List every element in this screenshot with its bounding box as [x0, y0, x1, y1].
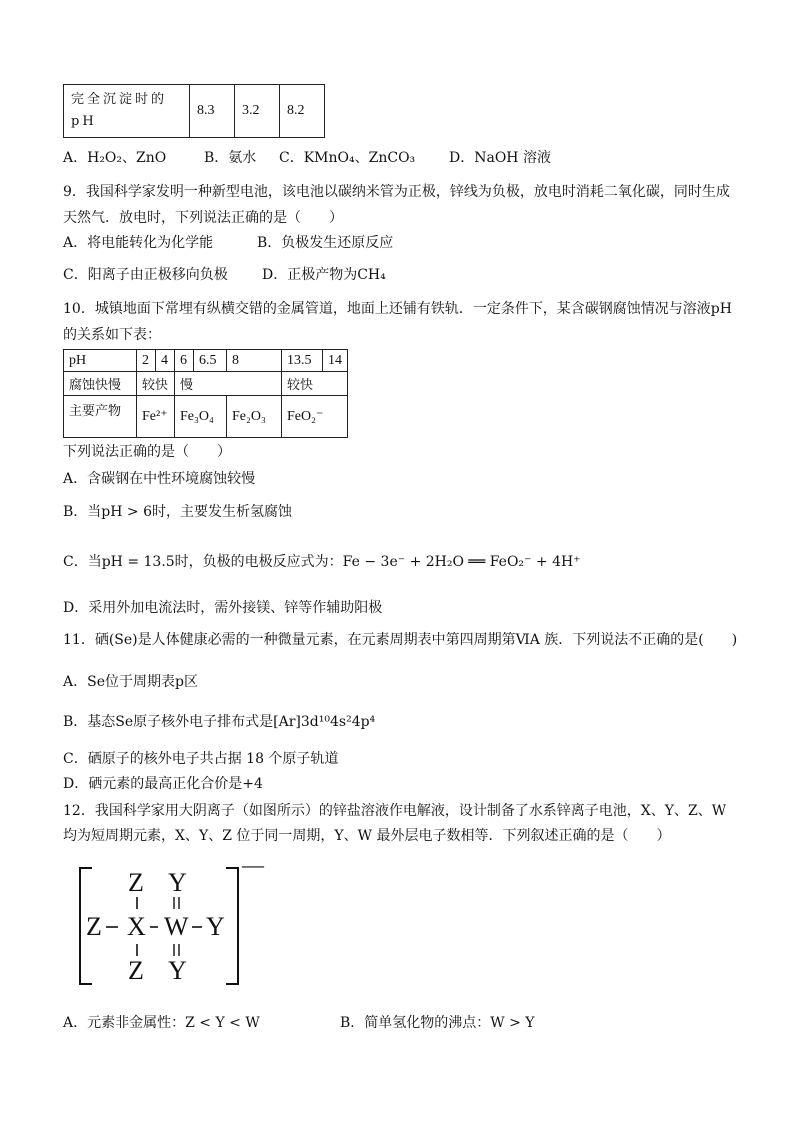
q10-option-b: B．当pH > 6时，主要发生析氢腐蚀	[63, 504, 292, 520]
right-bracket	[226, 868, 238, 984]
q11-stem: 11．硒(Se)是人体健康必需的一种微量元素，在元素周期表中第四周期第ⅥA 族．下列说法不正确的是( )	[63, 632, 738, 648]
table-cell: 4	[156, 350, 175, 372]
q9-option-c: C．阳离子由正极移向负极	[63, 267, 228, 283]
atom-label: Z	[86, 912, 102, 941]
q9-option-b: B．负极发生还原反应	[257, 235, 394, 251]
q12-option-a: A．元素非金属性：Z < Y < W	[63, 1015, 260, 1031]
table-cell: 8.2	[280, 85, 325, 138]
atom-label: Y	[168, 868, 187, 897]
q12-option-b: B．简单氢化物的沸点：W > Y	[340, 1015, 535, 1031]
table-header-cell: pH	[64, 350, 137, 372]
table-cell: 14	[323, 350, 348, 372]
table-cell: 8.3	[190, 85, 235, 138]
ion-charge: —	[242, 852, 264, 877]
q12-stem-line2: 均为短周期元素，X、Y、Z 位于同一周期，Y、W 最外层电子数相等．下列叙述正确的是（ ）	[63, 828, 671, 844]
q12-stem-line1: 12．我国科学家用大阴离子（如图所示）的锌盐溶液作电解液，设计制备了水系锌离子电池，X、Y、Z、W	[63, 803, 727, 819]
q11-option-d: D．硒元素的最高正化合价是+4	[63, 776, 263, 792]
table-cell: 3.2	[235, 85, 280, 138]
table-cell: 较快	[137, 372, 175, 396]
atom-label: Y	[206, 912, 225, 941]
table-header-cell: 完全沉淀时的pH	[64, 85, 190, 138]
table-header-cell: 腐蚀快慢	[64, 372, 137, 396]
q9-option-a: A．将电能转化为化学能	[63, 235, 214, 251]
table-cell: 13.5	[282, 350, 323, 372]
atom-label: Y	[168, 956, 187, 985]
table-cell: Fe₂O₃	[227, 396, 282, 438]
table-cell: 慢	[175, 372, 282, 396]
table-cell: FeO₂⁻	[282, 396, 348, 438]
table-cell: 6	[175, 350, 194, 372]
q10-option-a: A．含碳钢在中性环境腐蚀较慢	[63, 471, 256, 487]
anion-structure-diagram	[78, 852, 278, 996]
q8-option-a: A．H₂O₂、ZnO	[63, 150, 167, 166]
q9-stem-line2: 天然气．放电时，下列说法正确的是（ ）	[63, 210, 343, 226]
atom-label: X	[127, 912, 146, 941]
table-cell: Fe₃O₄	[175, 396, 227, 438]
table-cell: 较快	[282, 372, 348, 396]
q11-option-c: C．硒原子的核外电子共占据 18 个原子轨道	[63, 751, 339, 767]
table-header-cell: 主要产物	[64, 396, 137, 438]
atom-label: W	[164, 912, 189, 941]
q10-option-c: C．当pH = 13.5时，负极的电极反应式为：Fe − 3e⁻ + 2H₂O ══ FeO₂⁻ + 4H⁺	[63, 554, 581, 570]
q8-option-b: B．氨水	[204, 150, 257, 166]
q10-option-d: D．采用外加电流法时，需外接镁、锌等作辅助阳极	[63, 600, 383, 616]
q10-ask: 下列说法正确的是（ ）	[63, 444, 231, 460]
q10-stem-line1: 10．城镇地面下常埋有纵横交错的金属管道，地面上还铺有铁轨．一定条件下，某含碳钢腐蚀情况与溶液pH	[63, 301, 732, 317]
atom-label: Z	[128, 868, 144, 897]
precipitation-ph-table	[63, 84, 325, 138]
atom-label: Z	[128, 956, 144, 985]
table-cell: 2	[137, 350, 156, 372]
q8-option-c: C．KMnO₄、ZnCO₃	[279, 150, 416, 166]
q8-option-d: D．NaOH 溶液	[449, 150, 551, 166]
q11-option-a: A．Se位于周期表p区	[63, 674, 198, 690]
table-cell: 6.5	[194, 350, 227, 372]
q11-option-b: B．基态Se原子核外电子排布式是[Ar]3d¹⁰4s²4p⁴	[63, 714, 376, 730]
q9-stem-line1: 9．我国科学家发明一种新型电池，该电池以碳纳米管为正极，锌线为负极，放电时消耗二氧化碳，同时生成	[63, 184, 730, 200]
q9-option-d: D．正极产物为CH₄	[262, 267, 386, 283]
corrosion-ph-table	[63, 349, 348, 438]
table-cell: Fe²⁺	[137, 396, 175, 438]
q10-stem-line2: 的关系如下表：	[63, 327, 161, 343]
table-cell: 8	[227, 350, 282, 372]
